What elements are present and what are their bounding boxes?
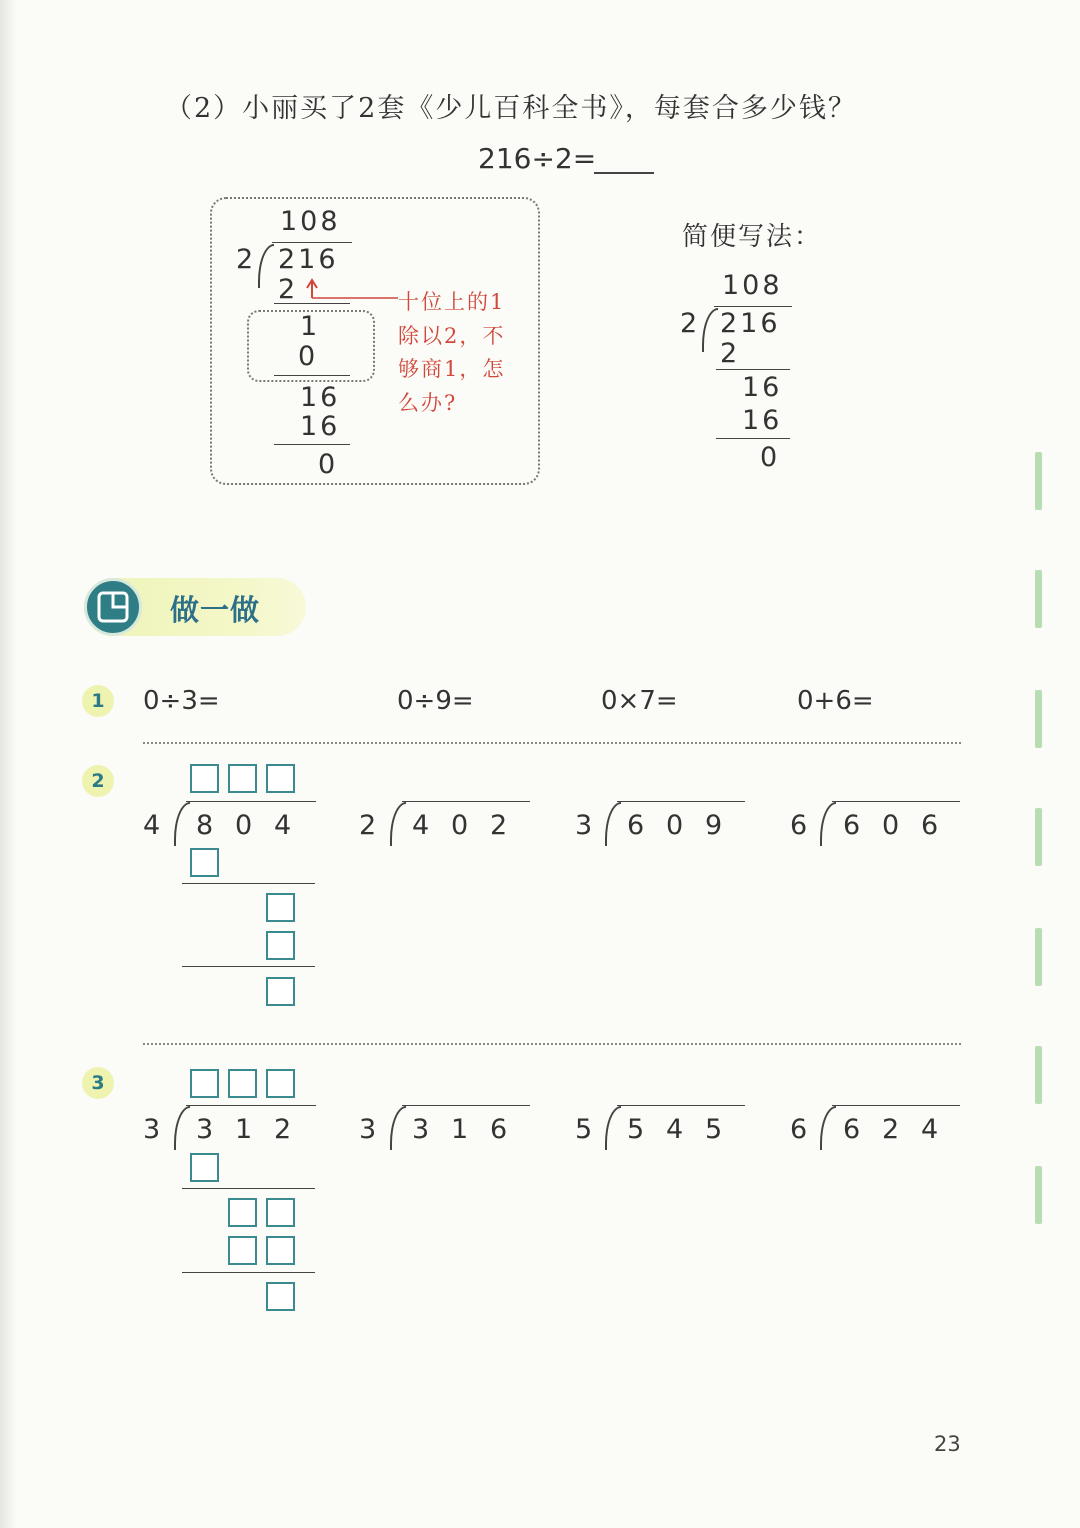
- q3-digit: 2: [882, 1114, 900, 1145]
- division-bracket: [605, 802, 621, 846]
- step-line-3: [274, 444, 350, 445]
- division-top-line: [186, 801, 316, 802]
- division-top-line: [832, 1105, 960, 1106]
- q2-divisor-3: 3: [575, 810, 593, 841]
- answer-blank[interactable]: [594, 172, 654, 174]
- division-bracket: [390, 1106, 406, 1150]
- q1-expr-1: 0÷3=: [143, 686, 220, 716]
- page-number: 23: [934, 1432, 961, 1456]
- margin-tab: [1035, 928, 1042, 986]
- answer-box[interactable]: [266, 764, 295, 793]
- q2-digit: 0: [882, 810, 900, 841]
- step-line: [182, 966, 315, 967]
- margin-tab: [1035, 1046, 1042, 1104]
- answer-box[interactable]: [266, 1198, 295, 1227]
- remainder-2: 0: [298, 341, 319, 372]
- simple-line-1: [716, 369, 790, 370]
- division-bracket: [605, 1106, 621, 1150]
- q2-divisor-2: 2: [359, 810, 377, 841]
- answer-box[interactable]: [266, 893, 295, 922]
- q3-digit: 3: [196, 1114, 214, 1145]
- q3-digit: 1: [451, 1114, 469, 1145]
- answer-box[interactable]: [228, 1236, 257, 1265]
- q2-digit: 4: [412, 810, 430, 841]
- remainder-4: 16: [300, 411, 341, 442]
- step-line: [182, 1188, 315, 1189]
- q3-digit: 1: [235, 1114, 253, 1145]
- answer-box[interactable]: [190, 764, 219, 793]
- separator-1: [143, 742, 961, 744]
- page-edge-shade: [0, 0, 16, 1528]
- simple-quotient: 108: [722, 270, 783, 301]
- question-text: （2）小丽买了2套《少儿百科全书》，每套合多少钱？: [165, 93, 857, 124]
- q1-expr-4: 0+6=: [797, 686, 874, 716]
- q2-digit: 6: [921, 810, 939, 841]
- answer-box[interactable]: [266, 1282, 295, 1311]
- margin-tab: [1035, 1166, 1042, 1224]
- q3-digit: 4: [921, 1114, 939, 1145]
- simple-bracket: [702, 308, 718, 352]
- simple-step-3: 16: [742, 405, 783, 436]
- question-number-3: 3: [82, 1067, 114, 1099]
- division-top-line: [617, 801, 745, 802]
- q3-divisor-3: 5: [575, 1114, 593, 1145]
- note-line-4: 么办?: [398, 391, 458, 415]
- margin-tab: [1035, 808, 1042, 866]
- answer-box[interactable]: [266, 931, 295, 960]
- division-bracket: [820, 802, 836, 846]
- step-line: [182, 1272, 315, 1273]
- q1-expr-2: 0÷9=: [397, 686, 474, 716]
- answer-box[interactable]: [266, 977, 295, 1006]
- q3-divisor-4: 6: [790, 1114, 808, 1145]
- step-line-2: [274, 375, 350, 376]
- q3-digit: 6: [490, 1114, 508, 1145]
- answer-box[interactable]: [266, 1069, 295, 1098]
- division-top-line: [617, 1105, 745, 1106]
- answer-box[interactable]: [190, 1069, 219, 1098]
- division-top-line: [832, 801, 960, 802]
- section-title: 做一做: [170, 593, 261, 627]
- q3-digit: 5: [705, 1114, 723, 1145]
- q2-digit: 9: [705, 810, 723, 841]
- remainder-5: 0: [318, 449, 339, 480]
- answer-box[interactable]: [190, 1153, 219, 1182]
- divisor: 2: [236, 244, 257, 275]
- separator-2: [143, 1043, 961, 1045]
- question-number-1: 1: [82, 685, 114, 717]
- q3-digit: 2: [274, 1114, 292, 1145]
- simple-step-1: 2: [720, 338, 741, 369]
- q2-digit: 4: [274, 810, 292, 841]
- division-bracket: [390, 802, 406, 846]
- q1-expr-3: 0×7=: [601, 686, 678, 716]
- note-line-1: 十位上的1: [398, 290, 506, 314]
- q3-digit: 3: [412, 1114, 430, 1145]
- q2-digit: 6: [843, 810, 861, 841]
- equation: 216÷2=: [478, 142, 597, 175]
- q2-divisor-4: 6: [790, 810, 808, 841]
- q2-digit: 0: [451, 810, 469, 841]
- simple-quotient-line: [714, 306, 792, 307]
- simple-line-2: [716, 438, 790, 439]
- margin-tab: [1035, 690, 1042, 748]
- division-top-line: [402, 801, 530, 802]
- remainder-1: 1: [300, 311, 321, 342]
- q2-divisor-1: 4: [143, 810, 161, 841]
- q3-digit: 5: [627, 1114, 645, 1145]
- q2-digit: 2: [490, 810, 508, 841]
- margin-tab: [1035, 570, 1042, 628]
- remainder-3: 16: [300, 382, 341, 413]
- answer-box[interactable]: [228, 1069, 257, 1098]
- q3-digit: 4: [666, 1114, 684, 1145]
- q2-digit: 8: [196, 810, 214, 841]
- quotient-line: [272, 242, 352, 243]
- note-line-2: 除以2，不: [398, 324, 506, 348]
- simple-step-2: 16: [742, 372, 783, 403]
- q3-divisor-1: 3: [143, 1114, 161, 1145]
- q2-digit: 0: [235, 810, 253, 841]
- simple-step-4: 0: [760, 442, 781, 473]
- answer-box[interactable]: [228, 1198, 257, 1227]
- step-line: [182, 883, 315, 884]
- division-top-line: [186, 1105, 316, 1106]
- division-bracket: [174, 802, 190, 846]
- margin-tab: [1035, 452, 1042, 510]
- step-1: 2: [278, 274, 299, 305]
- simple-method-title: 简便写法：: [682, 222, 823, 252]
- answer-box[interactable]: [266, 1236, 295, 1265]
- answer-box[interactable]: [190, 848, 219, 877]
- simple-divisor: 2: [680, 308, 701, 339]
- practice-icon: [84, 578, 142, 636]
- q2-digit: 6: [627, 810, 645, 841]
- answer-box[interactable]: [228, 764, 257, 793]
- arrow-icon: [300, 276, 400, 306]
- question-number-2: 2: [82, 765, 114, 797]
- simple-dividend: 216: [720, 308, 781, 339]
- quotient: 108: [280, 206, 341, 237]
- division-bracket: [174, 1106, 190, 1150]
- note-line-3: 够商1，怎: [398, 357, 506, 381]
- q3-digit: 6: [843, 1114, 861, 1145]
- division-top-line: [402, 1105, 530, 1106]
- division-bracket: [820, 1106, 836, 1150]
- q3-divisor-2: 3: [359, 1114, 377, 1145]
- dividend: 216: [278, 244, 339, 275]
- q2-digit: 0: [666, 810, 684, 841]
